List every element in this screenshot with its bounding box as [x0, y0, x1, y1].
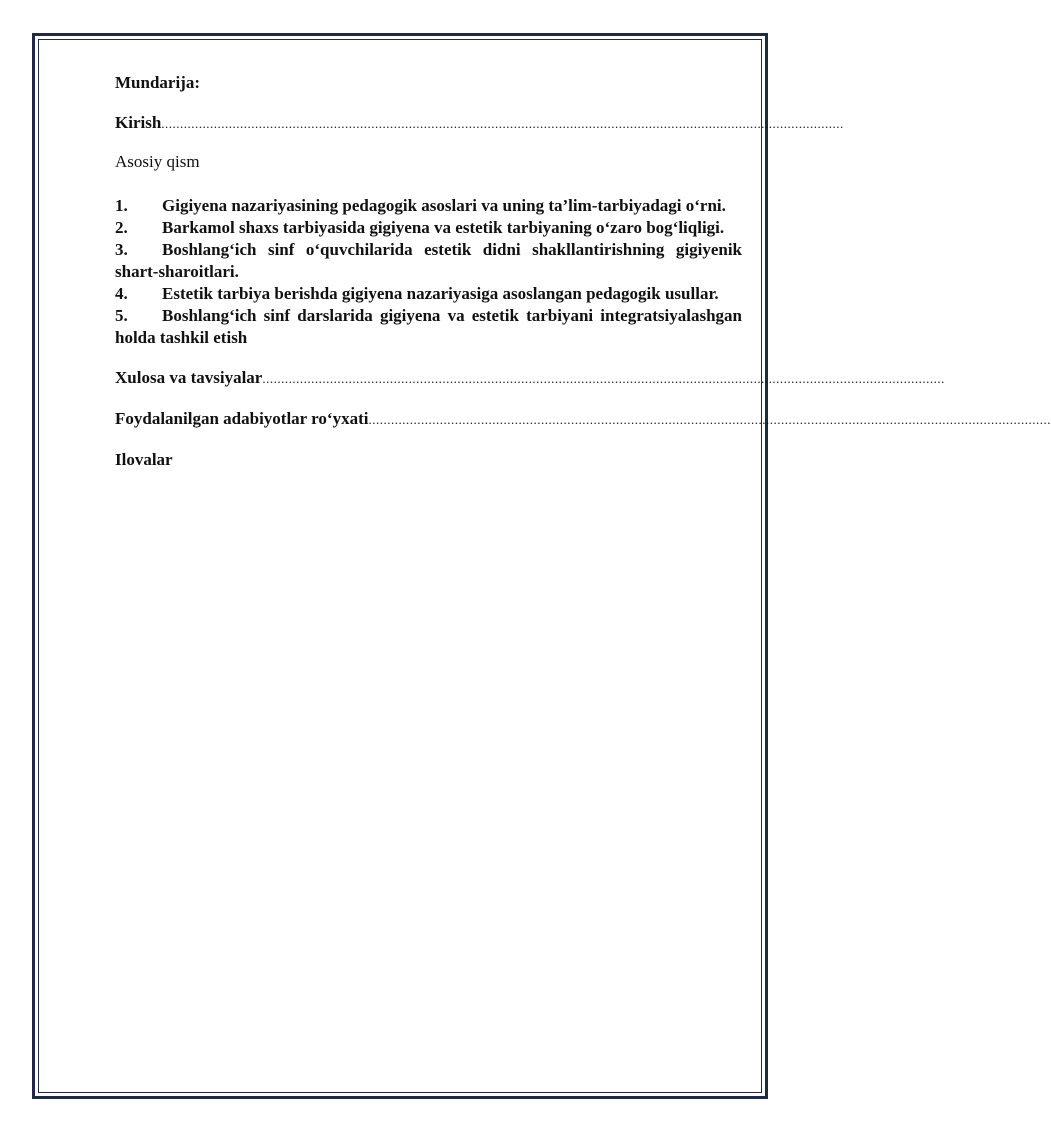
toc-entry-label: Kirish: [115, 113, 162, 132]
toc-item: [115, 283, 742, 305]
toc-item-number: 1.: [115, 196, 128, 215]
toc-leader-dots: ......................................................................................................................................................................................: [368, 412, 1051, 427]
toc-section-main: Asosiy qism: [115, 152, 200, 171]
toc-leader-dots: ......................................................................................................................................................................................: [161, 116, 844, 131]
toc-leader-dots: ......................................................................................................................................................................................: [262, 371, 945, 386]
toc-entry-intro: [115, 112, 844, 135]
toc-item-number: 2.: [115, 218, 128, 237]
toc-item: [115, 217, 742, 239]
toc-entry-label: Foydalanilgan adabiyotlar ro‘yxati: [115, 409, 369, 428]
toc-item-number: 4.: [115, 284, 128, 303]
toc-item: [115, 239, 742, 283]
toc-item: [115, 305, 742, 349]
toc-entry-label: Xulosa va tavsiyalar: [115, 368, 263, 387]
toc-entry-references: [115, 408, 1051, 431]
toc-title: Mundarija:: [115, 73, 200, 92]
toc-item-text: Gigiyena nazariyasining pedagogik asoslari va uning ta’lim-tarbiyadagi o‘rni.: [162, 196, 726, 215]
toc-item-number: 5.: [115, 306, 128, 325]
toc-item-text: Barkamol shaxs tarbiyasida gigiyena va estetik tarbiyaning o‘zaro bog‘liqligi.: [162, 218, 725, 237]
toc-item-list: [115, 195, 742, 349]
toc-item: [115, 195, 742, 217]
toc-item-text: Boshlang‘ich sinf darslarida gigiyena va estetik tarbiyani integratsiyalashgan holda tashkil etish: [115, 306, 742, 347]
toc-item-text: Boshlang‘ich sinf o‘quvchilarida estetik didni shakllantirishning gigiyenik shart-sharoitlari.: [115, 240, 742, 281]
table-of-contents: [115, 72, 1051, 471]
toc-entry-appendix: Ilovalar: [115, 450, 173, 469]
toc-item-number: 3.: [115, 240, 128, 259]
toc-entry-conclusion: [115, 367, 945, 390]
toc-item-text: Estetik tarbiya berishda gigiyena nazariyasiga asoslangan pedagogik usullar.: [162, 284, 719, 303]
